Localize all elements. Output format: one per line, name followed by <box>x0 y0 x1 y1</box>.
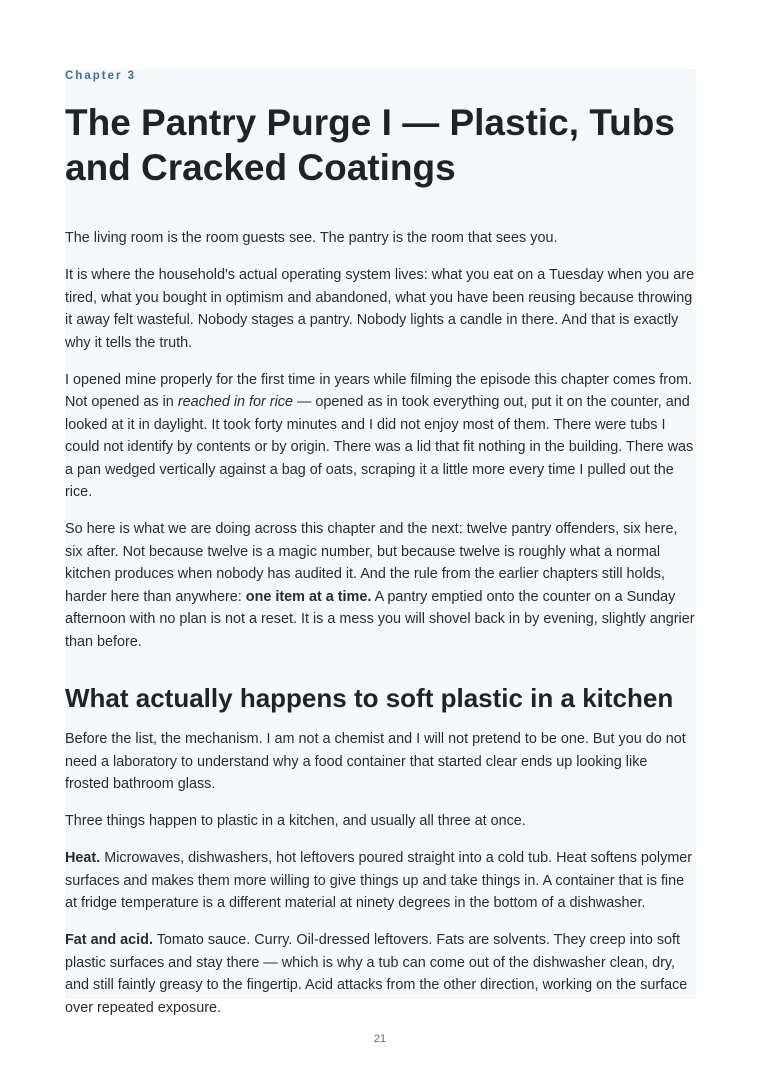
paragraph-text: I opened mine properly for the first time in years while filming the episode this chapter comes from. Not opened as in <box>65 371 693 410</box>
paragraph-opened-pantry <box>65 369 695 504</box>
paragraph-text: A pantry emptied onto the counter on a Sunday afternoon with no plan is not a reset. It is a mess you will shovel back in by evening, slightly angrier than before. <box>65 588 695 650</box>
section-heading: What actually happens to soft plastic in a kitchen <box>65 683 674 713</box>
bold-lead: Heat. <box>65 850 101 866</box>
paragraph-text: So here is what we are doing across this chapter and the next: twelve pantry offenders, six here, six after. Not because twelve is a magic number, but because twelve is roughly what a normal kitchen produces when nobody has audited it. And the rule from the earlier chapters still holds, harder here than anywhere: <box>65 521 678 605</box>
paragraph-text: — opened as in took everything out, put it on the counter, and looked at it in daylight. It took forty minutes and I did not enjoy most of them. There were tubs I could not identify by contents or by origin. There was a lid that fit nothing in the building. There was a pan wedged vertically against a bag of oats, scraping it a little more every time I pulled out the rice. <box>65 394 694 500</box>
emphasis-text: reached in for rice <box>177 394 293 410</box>
paragraph-text: Tomato sauce. Curry. Oil-dressed leftovers. Fats are solvents. They creep into soft plastic surfaces and stay there — which is why a tub can come out of the dishwasher clean, dry, and still faintly greasy to the fingertip. Acid attacks from the other direction, working on the surface over repeated exposure. <box>65 932 688 1016</box>
paragraph-twelve-offenders <box>65 518 695 653</box>
paragraph-mechanism: Before the list, the mechanism. I am not a chemist and I will not pretend to be one. But you do not need a laboratory to understand why a food container that started clear ends up looking like frosted bathroom glass. <box>65 731 686 792</box>
chapter-content <box>65 68 695 1019</box>
paragraph-intro: The living room is the room guests see. The pantry is the room that sees you. <box>65 230 558 246</box>
bold-text: one item at a time. <box>245 588 372 605</box>
page-number: 21 <box>373 1033 387 1045</box>
paragraph-three-things: Three things happen to plastic in a kitchen, and usually all three at once. <box>65 813 526 829</box>
chapter-title: The Pantry Purge I — Plastic, Tubs and Cracked Coatings <box>65 102 675 188</box>
paragraph-operating-system: It is where the household's actual operating system lives: what you eat on a Tuesday when you are tired, what you bought in optimism and abandoned, what you have been reusing because throwing it away felt wasteful. Nobody stages a pantry. Nobody lights a candle in there. And that is exactly why it tells the truth. <box>65 267 695 351</box>
paragraph-text: Microwaves, dishwashers, hot leftovers poured straight into a cold tub. Heat softens polymer surfaces and makes them more willing to give things up and take things in. A container that is fine at fridge temperature is a different material at ninety degrees in the bottom of a dishwasher. <box>65 850 693 911</box>
bold-lead: Fat and acid. <box>65 932 153 948</box>
paragraph-fat-acid <box>65 929 695 1019</box>
chapter-label: Chapter 3 <box>65 70 137 82</box>
paragraph-heat <box>65 847 695 915</box>
